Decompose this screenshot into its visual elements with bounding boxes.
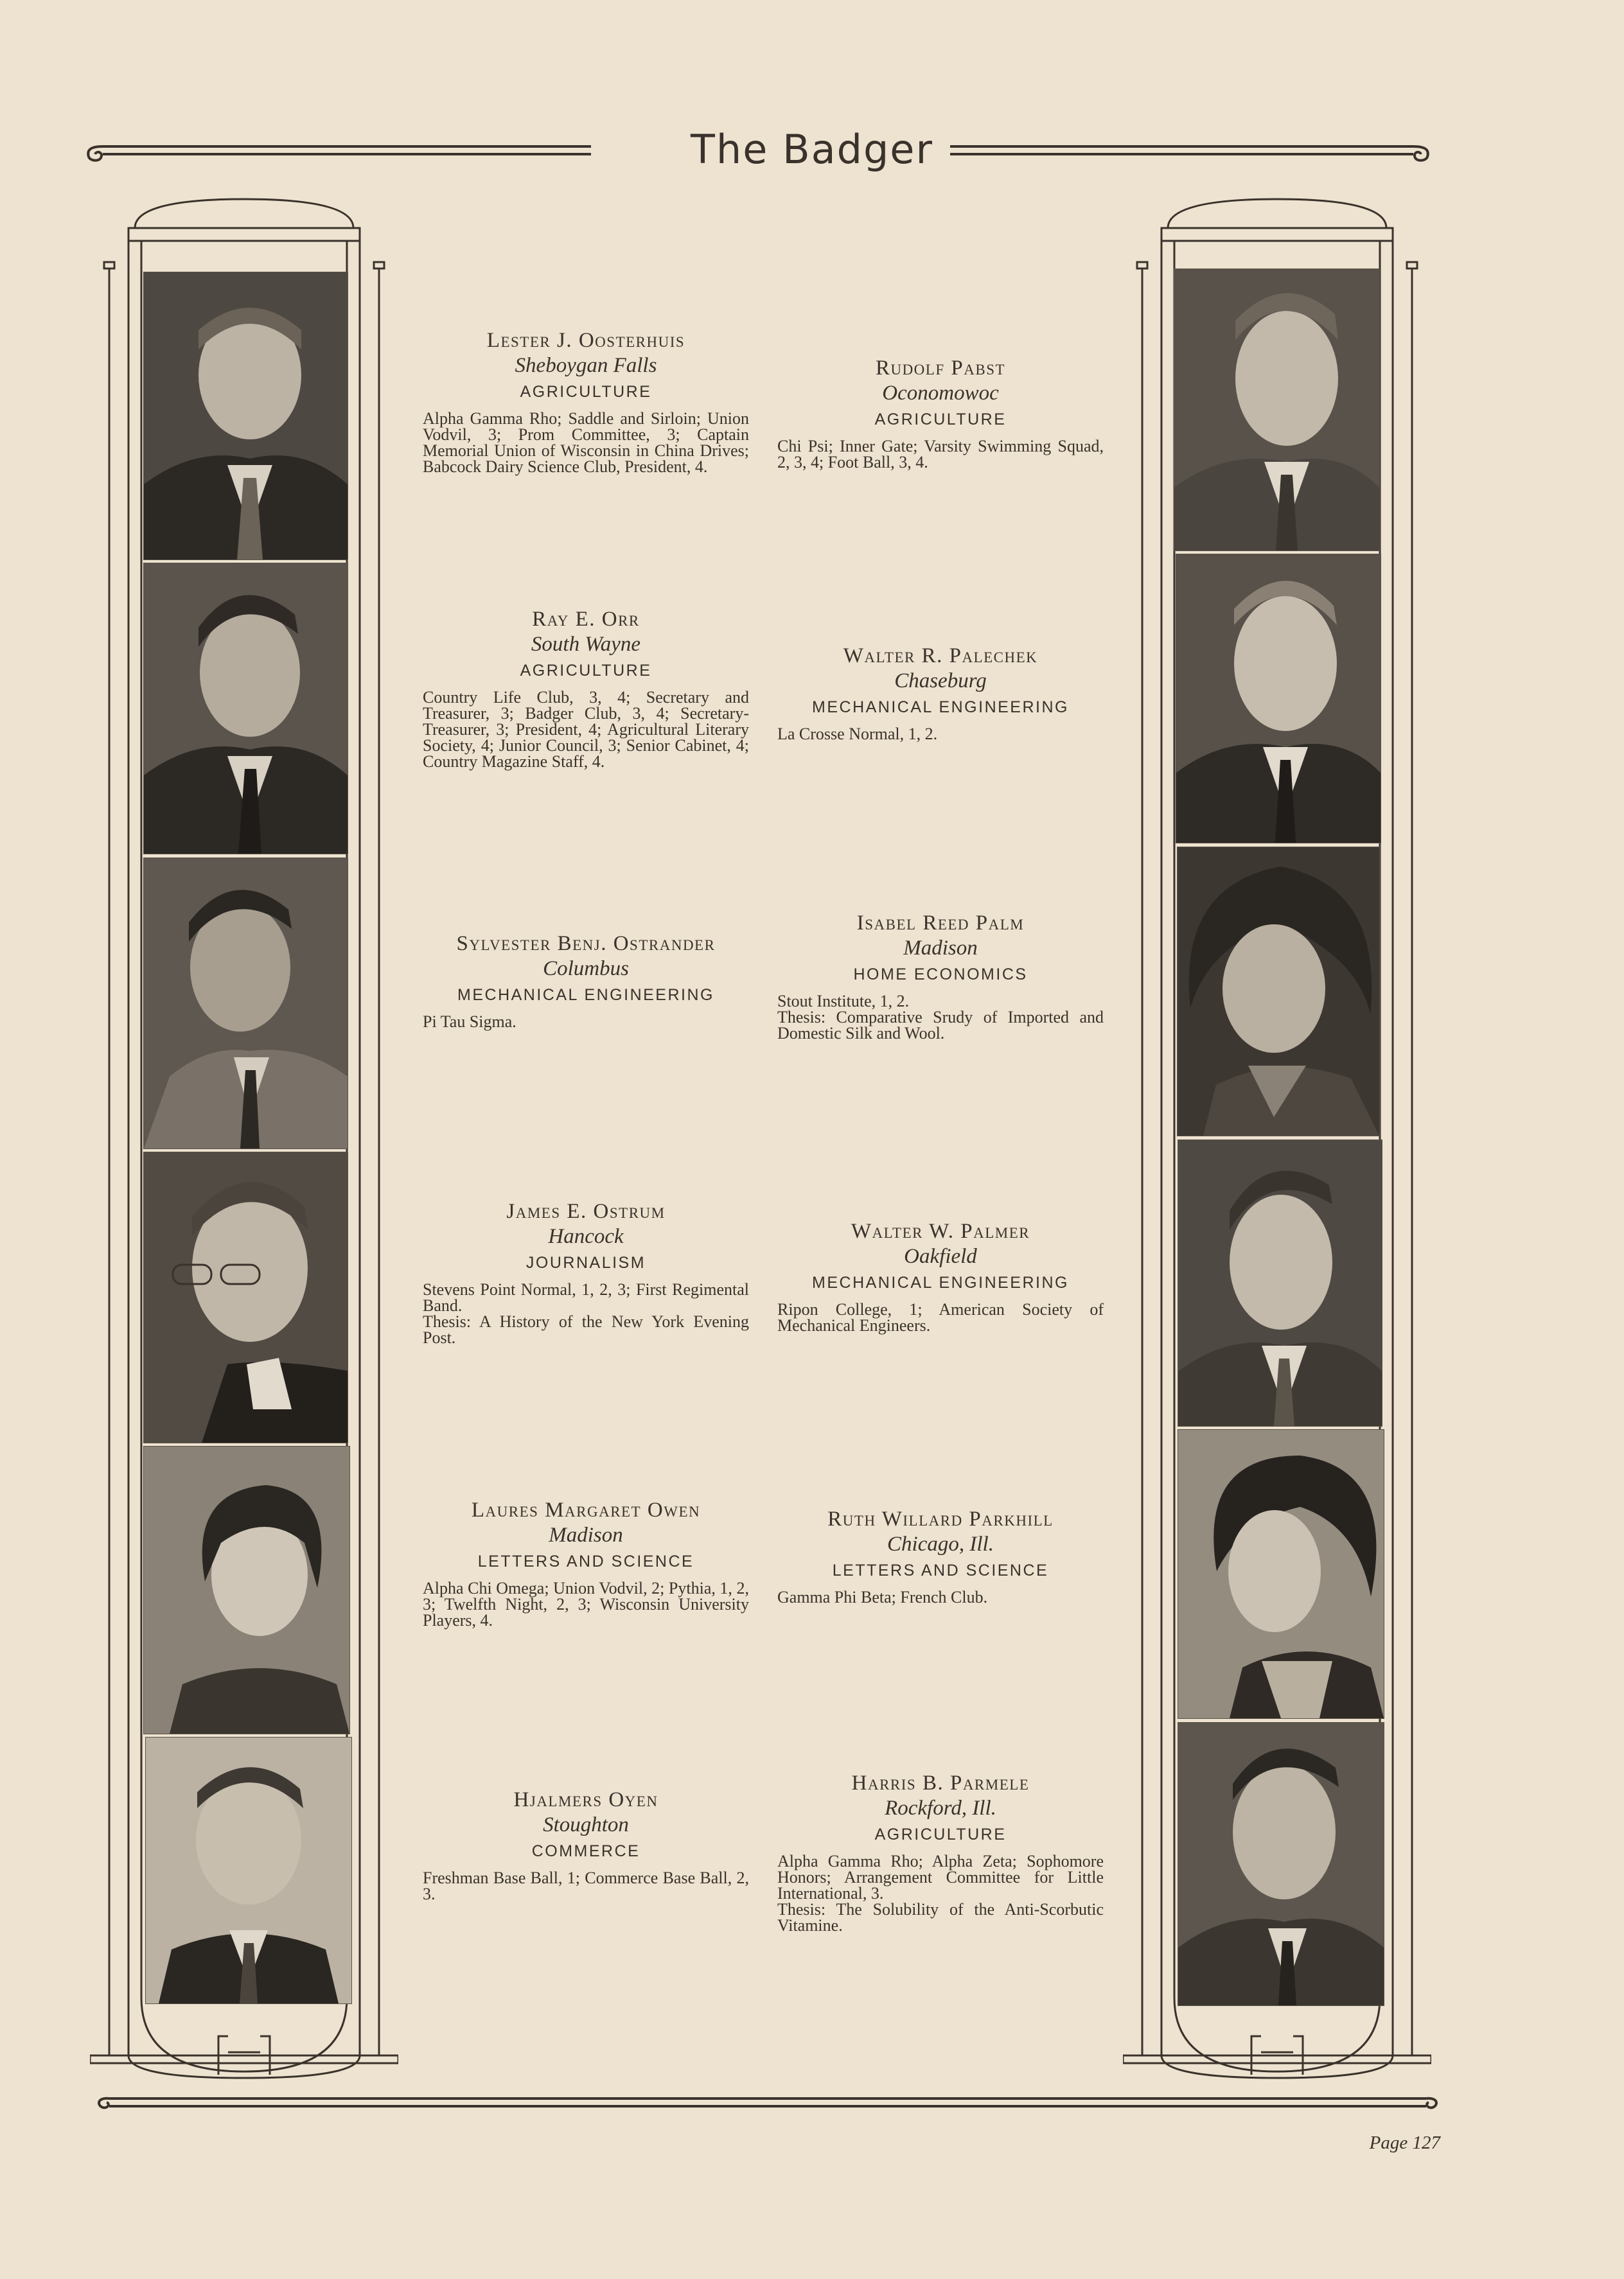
footer-rule — [0, 2091, 1624, 2120]
hometown: Stoughton — [543, 1813, 629, 1836]
senior-entry — [777, 911, 1104, 1041]
hometown: Oakfield — [904, 1245, 977, 1268]
department: MECHANICAL ENGINEERING — [457, 986, 714, 1004]
hometown: Madison — [903, 937, 978, 960]
portrait-photo — [145, 1737, 352, 2004]
department: LETTERS AND SCIENCE — [832, 1562, 1049, 1579]
department: AGRICULTURE — [874, 410, 1007, 428]
department: JOURNALISM — [525, 1254, 646, 1272]
activities: Alpha Gamma Rho; Alpha Zeta; Sophomore Honors; Arrangement Committee for Little International, 3. Thesis: The Solubility of the Anti-Scorbutic Vitamine. — [777, 1852, 1104, 1935]
student-name: Laures Margaret Owen — [471, 1499, 701, 1522]
student-name: Lester J. Oosterhuis — [486, 329, 685, 352]
activities: Alpha Chi Omega; Union Vodvil, 2; Pythia, 1, 2, 3; Twelfth Night, 2, 3; Wisconsin University Players, 4. — [423, 1579, 749, 1630]
department: MECHANICAL ENGINEERING — [812, 1274, 1069, 1292]
hometown: Hancock — [548, 1225, 624, 1248]
student-name: Hjalmers Oyen — [513, 1788, 658, 1811]
hometown: Chicago, Ill. — [887, 1533, 994, 1556]
portrait-photo — [1177, 847, 1380, 1136]
department: AGRICULTURE — [520, 662, 652, 680]
senior-entry — [423, 932, 749, 1030]
student-name: Isabel Reed Palm — [856, 911, 1025, 935]
portrait-photo — [1178, 1140, 1382, 1427]
activities: La Crosse Normal, 1, 2. — [777, 725, 938, 743]
senior-entry — [777, 1772, 1104, 1933]
activities: Chi Psi; Inner Gate; Varsity Swimming Squad, 2, 3, 4; Foot Ball, 3, 4. — [777, 437, 1104, 471]
activities: Freshman Base Ball, 1; Commerce Base Ball, 2, 3. — [423, 1869, 749, 1903]
department: LETTERS AND SCIENCE — [477, 1553, 694, 1571]
activities: Stout Institute, 1, 2. Thesis: Comparative Srudy of Imported and Domestic Silk and Wool. — [777, 992, 1104, 1043]
student-name: Walter R. Palechek — [843, 644, 1038, 667]
activities: Pi Tau Sigma. — [423, 1012, 516, 1031]
senior-entry — [423, 1788, 749, 1902]
portrait-photo — [143, 563, 348, 854]
senior-entry — [423, 1499, 749, 1628]
portrait-photo — [143, 272, 348, 560]
portrait-photo — [1178, 1429, 1384, 1719]
senior-entry — [777, 356, 1104, 470]
department: AGRICULTURE — [874, 1826, 1007, 1843]
activities: Gamma Phi Beta; French Club. — [777, 1588, 988, 1606]
hometown: Rockford, Ill. — [885, 1797, 996, 1820]
footer-ornament — [0, 2091, 1624, 2116]
hometown: Oconomowoc — [882, 382, 999, 405]
portrait-photo — [143, 858, 348, 1149]
senior-entry — [777, 644, 1104, 742]
department: HOME ECONOMICS — [853, 965, 1028, 983]
portrait-photo — [1174, 268, 1380, 551]
portrait-photo — [1178, 1722, 1384, 2006]
student-name: Walter W. Palmer — [851, 1220, 1030, 1243]
activities: Country Life Club, 3, 4; Secretary and Treasurer, 3; Badger Club, 3, 4; Secretary-Treasurer, 3; President, 4; Agricultural Literary Society, 4; Junior Council, 3; Senior Cabinet, 4; Country Magazine Staff, 4. — [423, 688, 749, 771]
hometown: Chaseburg — [894, 669, 987, 692]
hometown: South Wayne — [531, 633, 641, 656]
senior-entry — [423, 608, 749, 770]
hometown: Sheboygan Falls — [515, 354, 657, 377]
page-title: The Badger — [0, 126, 1624, 173]
department: COMMERCE — [531, 1842, 640, 1860]
student-name: James E. Ostrum — [506, 1200, 666, 1223]
senior-entry — [423, 1200, 749, 1346]
senior-entry — [777, 1220, 1104, 1333]
student-name: Harris B. Parmele — [851, 1772, 1030, 1795]
portrait-photo — [1176, 554, 1381, 843]
hometown: Madison — [549, 1524, 623, 1547]
page-number: Page 127 — [1369, 2133, 1440, 2153]
student-name: Ray E. Orr — [532, 608, 640, 631]
student-name: Ruth Willard Parkhill — [827, 1508, 1054, 1531]
student-name: Rudolf Pabst — [875, 356, 1006, 380]
activities: Ripon College, 1; American Society of Mechanical Engineers. — [777, 1300, 1104, 1335]
activities: Stevens Point Normal, 1, 2, 3; First Regimental Band. Thesis: A History of the New York Evening Post. — [423, 1280, 749, 1347]
senior-entry — [423, 329, 749, 475]
hometown: Columbus — [543, 957, 629, 980]
activities: Alpha Gamma Rho; Saddle and Sirloin; Union Vodvil, 3; Prom Committee, 3; Captain Memorial Union of Wisconsin in China Drives; Babcock Dairy Science Club, President, 4. — [423, 409, 749, 476]
portrait-photo — [143, 1152, 348, 1443]
department: AGRICULTURE — [520, 383, 652, 401]
portrait-photo — [143, 1446, 350, 1734]
department: MECHANICAL ENGINEERING — [812, 698, 1069, 716]
student-name: Sylvester Benj. Ostrander — [456, 932, 716, 955]
senior-entry — [777, 1508, 1104, 1605]
